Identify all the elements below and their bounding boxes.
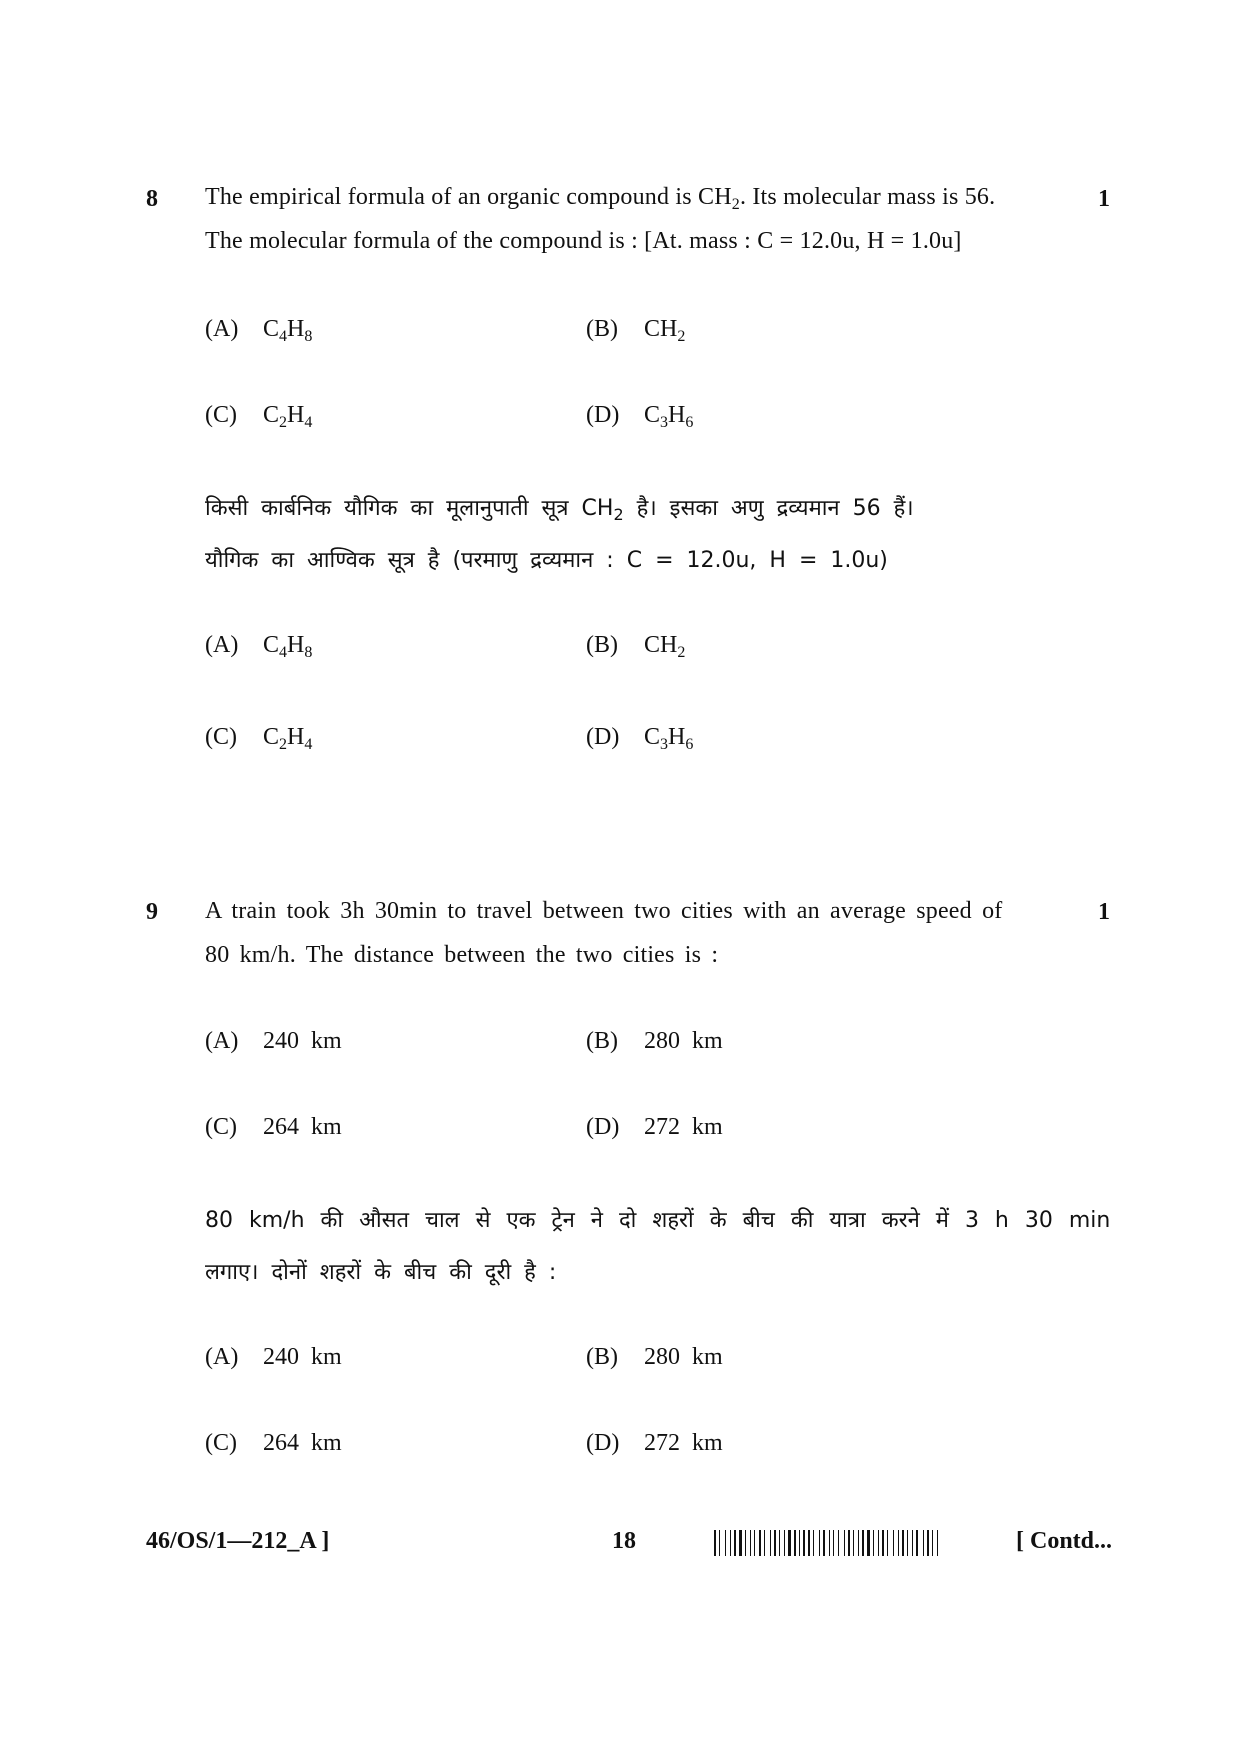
barcode-bar [743, 1530, 744, 1556]
question-text-line: The molecular formula of the compound is : [At. mass : C = 12.0u, H = 1.0u] [205, 228, 962, 254]
barcode-bar [774, 1530, 776, 1556]
option-label: (A) [205, 1028, 239, 1054]
question-text-hindi-line: यौगिक का आण्विक सूत्र है (परमाणु द्रव्यमान : C = 12.0u, H = 1.0u) [205, 548, 888, 573]
option-label: (B) [586, 632, 618, 658]
barcode-bar [882, 1530, 884, 1556]
page-number: 18 [612, 1528, 636, 1554]
question-marks: 1 [1098, 899, 1110, 925]
barcode-bar [878, 1530, 879, 1556]
question-text: The empirical formula of an organic compound is CH [205, 184, 732, 210]
subscript: 2 [731, 196, 740, 213]
option-label: (C) [205, 1430, 237, 1456]
barcode-bar [754, 1530, 755, 1556]
formula-part: C [263, 402, 280, 428]
subscript: 8 [304, 328, 313, 345]
option-d-hindi [586, 1430, 723, 1457]
barcode-bar [855, 1530, 857, 1556]
barcode-bar [770, 1530, 771, 1556]
formula-part: C [263, 632, 280, 658]
subscript: 2 [613, 505, 624, 524]
barcode-bar [840, 1530, 843, 1556]
barcode-bar [792, 1530, 793, 1556]
question-text-hindi-line: लगाए। दोनों शहरों के बीच की दूरी है : [205, 1260, 557, 1285]
barcode-bar [939, 1530, 942, 1556]
barcode-bar [808, 1530, 810, 1556]
barcode-bar [745, 1530, 746, 1556]
barcode-bar [893, 1530, 894, 1556]
barcode-bar [779, 1530, 780, 1556]
question-text-hindi-line: 80 km/h की औसत चाल से एक ट्रेन ने दो शहरों के बीच की यात्रा करने में 3 h 30 min [205, 1208, 1111, 1233]
barcode-bar [865, 1530, 866, 1556]
barcode-bar [766, 1530, 769, 1556]
barcode-bar [829, 1530, 830, 1556]
barcode-bar [907, 1530, 908, 1556]
option-b-hindi [586, 632, 685, 659]
formula-part: C [644, 724, 661, 750]
barcode-bar [784, 1530, 785, 1556]
barcode-bar [813, 1530, 814, 1556]
subscript: 4 [279, 328, 288, 345]
option-label: (C) [205, 402, 237, 428]
barcode-bar [750, 1530, 751, 1556]
barcode-bar [799, 1530, 800, 1556]
barcode-bar [912, 1530, 913, 1556]
question-text-hindi-line [205, 492, 914, 522]
barcode-bar [714, 1530, 716, 1556]
option-label: (B) [586, 1344, 618, 1370]
option-text: 272 km [644, 1114, 723, 1140]
barcode-bar [902, 1530, 904, 1556]
option-text: 280 km [644, 1344, 723, 1370]
option-c-hindi [205, 1430, 342, 1457]
question-text-hindi: किसी कार्बनिक यौगिक का मूलानुपाती सूत्र CH [205, 496, 614, 521]
barcode-bar [777, 1530, 778, 1556]
question-text: . Its molecular mass is 56. [739, 184, 996, 210]
barcode-bar [730, 1530, 731, 1556]
barcode-bar [867, 1530, 870, 1556]
option-label: (B) [586, 1028, 618, 1054]
option-label: (A) [205, 1344, 239, 1370]
barcode-bar [914, 1530, 915, 1556]
barcode-bar [932, 1530, 933, 1556]
option-label: (D) [586, 1430, 620, 1456]
barcode-bar [925, 1530, 926, 1556]
barcode-bar [781, 1530, 783, 1556]
question-marks: 1 [1098, 186, 1110, 212]
barcode-bar [909, 1530, 911, 1556]
barcode-image [714, 1530, 992, 1556]
formula-part: H [668, 724, 686, 750]
barcode-bar [900, 1530, 901, 1556]
barcode-bar [732, 1530, 733, 1556]
barcode-bar [885, 1530, 886, 1556]
subscript: 8 [304, 644, 313, 661]
barcode-bar [831, 1530, 832, 1556]
barcode-bar [838, 1530, 839, 1556]
option-label: (C) [205, 724, 237, 750]
barcode-bar [858, 1530, 859, 1556]
option-label: (A) [205, 632, 239, 658]
barcode-bar [821, 1530, 822, 1556]
option-text: 272 km [644, 1430, 723, 1456]
barcode-bar [923, 1530, 924, 1556]
question-text-line [205, 184, 995, 211]
subscript: 2 [677, 644, 686, 661]
barcode-bar [927, 1530, 929, 1556]
barcode-bar [875, 1530, 877, 1556]
barcode-bar [835, 1530, 837, 1556]
formula-part: C [263, 316, 280, 342]
option-label: (A) [205, 316, 239, 342]
subscript: 4 [304, 414, 313, 431]
barcode-bar [803, 1530, 805, 1556]
option-d [586, 1114, 723, 1141]
option-a [205, 1028, 342, 1055]
option-text: 264 km [263, 1114, 342, 1140]
barcode-bar [937, 1530, 938, 1556]
subscript: 2 [677, 328, 686, 345]
barcode-bar [826, 1530, 828, 1556]
question-text-line: A train took 3h 30min to travel between two cities with an average speed of [205, 898, 1003, 924]
question-text-hindi: है। इसका अणु द्रव्यमान 56 हैं। [623, 496, 914, 521]
barcode-bar [717, 1530, 718, 1556]
barcode-bar [786, 1530, 787, 1556]
formula-part: H [287, 632, 305, 658]
option-d-hindi [586, 724, 693, 751]
subscript: 6 [685, 414, 694, 431]
option-text: 280 km [644, 1028, 723, 1054]
barcode-bar [762, 1530, 763, 1556]
subscript: 2 [279, 736, 288, 753]
option-c-hindi [205, 724, 312, 751]
barcode-bar [794, 1530, 796, 1556]
formula-part: C [263, 724, 280, 750]
option-a-hindi [205, 1344, 342, 1371]
option-label: (C) [205, 1114, 237, 1140]
barcode-bar [851, 1530, 852, 1556]
subscript: 2 [279, 414, 288, 431]
barcode-bar [846, 1530, 847, 1556]
barcode-bar [930, 1530, 931, 1556]
subscript: 3 [660, 414, 669, 431]
barcode-bar [889, 1530, 892, 1556]
barcode-bar [811, 1530, 812, 1556]
barcode-bar [871, 1530, 872, 1556]
barcode-bar [862, 1530, 864, 1556]
option-label: (D) [586, 724, 620, 750]
formula-part: CH [644, 316, 678, 342]
barcode-bar [853, 1530, 854, 1556]
option-c [205, 1114, 342, 1141]
barcode-bar [725, 1530, 726, 1556]
barcode-bar [752, 1530, 753, 1556]
subscript: 6 [685, 736, 694, 753]
question-text-line: 80 km/h. The distance between the two cities is : [205, 942, 719, 968]
subscript: 4 [304, 736, 313, 753]
barcode-bar [734, 1530, 736, 1556]
barcode-bar [737, 1530, 738, 1556]
contd-label: [ Contd... [1016, 1528, 1113, 1554]
barcode-bar [739, 1530, 742, 1556]
formula-part: H [287, 724, 305, 750]
subscript: 4 [279, 644, 288, 661]
question-number: 9 [146, 899, 158, 925]
barcode-bar [919, 1530, 922, 1556]
option-label: (B) [586, 316, 618, 342]
barcode-bar [759, 1530, 761, 1556]
barcode-bar [833, 1530, 834, 1556]
barcode-bar [898, 1530, 899, 1556]
paper-code: 46/OS/1—212_A ] [146, 1528, 330, 1554]
option-label: (D) [586, 1114, 620, 1140]
barcode-bar [819, 1530, 820, 1556]
option-text: 240 km [263, 1344, 342, 1370]
barcode-bar [801, 1530, 802, 1556]
option-b [586, 1028, 723, 1055]
formula-part: CH [644, 632, 678, 658]
option-b [586, 316, 685, 343]
barcode-bar [727, 1530, 729, 1556]
barcode-bar [719, 1530, 720, 1556]
barcode-bar [756, 1530, 758, 1556]
barcode-bar [772, 1530, 773, 1556]
barcode-bar [848, 1530, 850, 1556]
option-c [205, 402, 312, 429]
barcode-bar [721, 1530, 724, 1556]
barcode-bar [916, 1530, 918, 1556]
formula-part: H [287, 402, 305, 428]
option-a [205, 316, 312, 343]
barcode-bar [844, 1530, 845, 1556]
barcode-bar [764, 1530, 765, 1556]
barcode-bar [806, 1530, 807, 1556]
barcode-bar [895, 1530, 897, 1556]
barcode-bar [905, 1530, 906, 1556]
barcode-bar [823, 1530, 825, 1556]
barcode-bar [887, 1530, 888, 1556]
option-text: 240 km [263, 1028, 342, 1054]
barcode-bar [880, 1530, 881, 1556]
barcode-bar [934, 1530, 936, 1556]
formula-part: H [287, 316, 305, 342]
option-text: 264 km [263, 1430, 342, 1456]
barcode-bar [815, 1530, 818, 1556]
barcode-bar [747, 1530, 749, 1556]
option-b-hindi [586, 1344, 723, 1371]
option-a-hindi [205, 632, 312, 659]
formula-part: H [668, 402, 686, 428]
option-d [586, 402, 693, 429]
barcode-bar [788, 1530, 791, 1556]
formula-part: C [644, 402, 661, 428]
question-number: 8 [146, 186, 158, 212]
barcode-bar [797, 1530, 798, 1556]
barcode-bar [860, 1530, 861, 1556]
option-label: (D) [586, 402, 620, 428]
subscript: 3 [660, 736, 669, 753]
barcode-bar [873, 1530, 874, 1556]
